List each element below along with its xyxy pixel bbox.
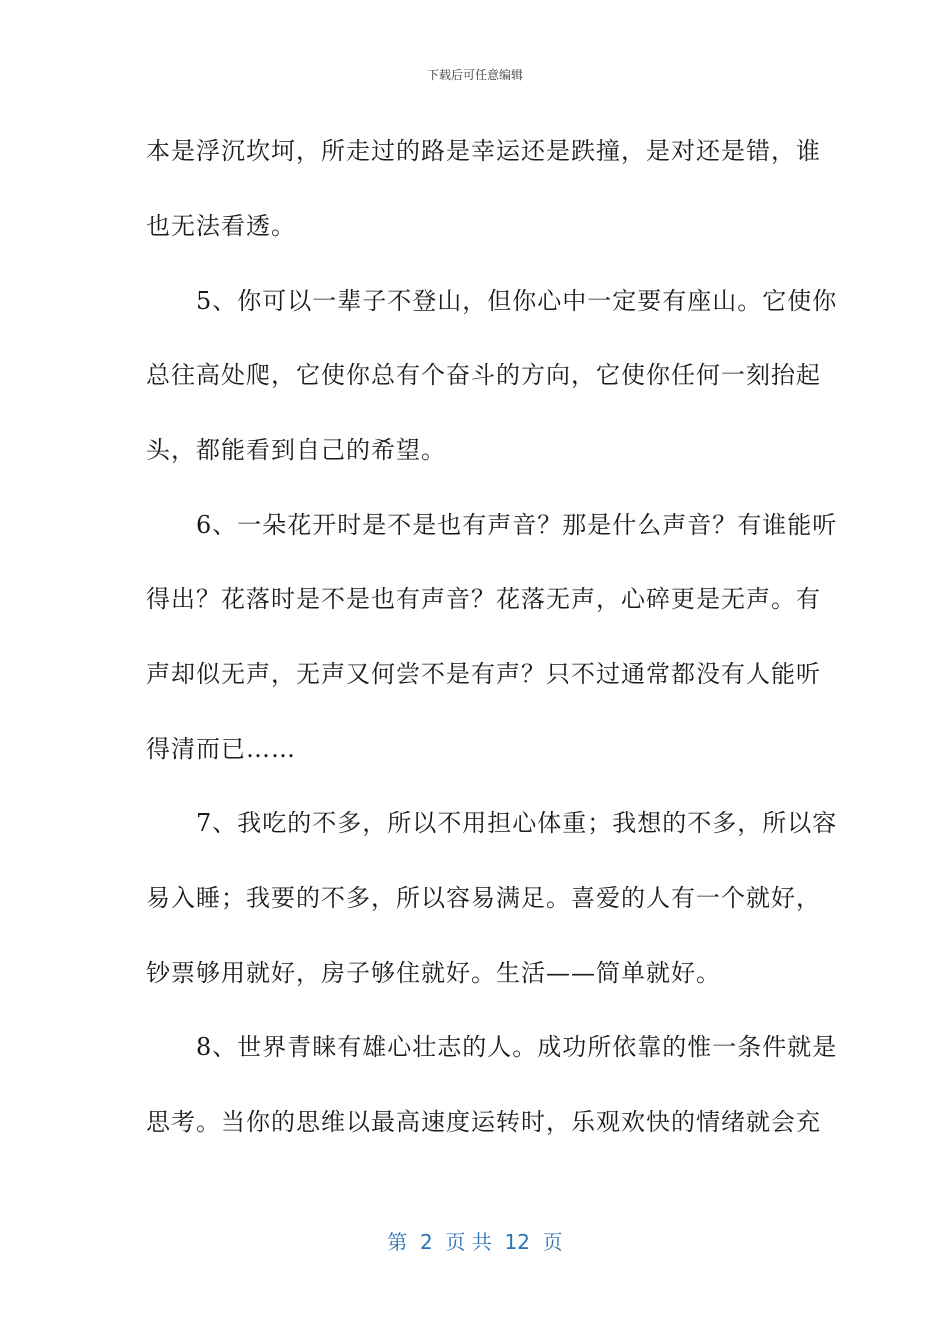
body-line: 得出？花落时是不是也有声音？花落无声，心碎更是无声。有: [146, 585, 821, 613]
page-footer: 第 2 页 共 12 页: [387, 1230, 563, 1254]
body-line: 易入睡；我要的不多，所以容易满足。喜爱的人有一个就好，: [146, 884, 821, 912]
body-line: 头，都能看到自己的希望。: [146, 436, 446, 464]
body-line: 也无法看透。: [146, 212, 296, 240]
body-line: 总往高处爬，它使你总有个奋斗的方向，它使你任何一刻抬起: [146, 361, 821, 389]
body-line: 5、你可以一辈子不登山，但你心中一定要有座山。它使你: [146, 287, 838, 315]
body-line: 得清而已……: [146, 735, 296, 763]
page-header: 下载后可任意编辑: [426, 68, 523, 82]
body-line: 8、世界青睐有雄心壮志的人。成功所依靠的惟一条件就是: [146, 1033, 838, 1061]
body-line: 本是浮沉坎坷，所走过的路是幸运还是跌撞，是对还是错，谁: [146, 137, 821, 165]
body-line: 声却似无声，无声又何尝不是有声？只不过通常都没有人能听: [146, 660, 821, 688]
body-line: 钞票够用就好，房子够住就好。生活——简单就好。: [146, 959, 721, 987]
body-line: 6、一朵花开时是不是也有声音？那是什么声音？有谁能听: [146, 511, 838, 539]
body-line: 7、我吃的不多，所以不用担心体重；我想的不多，所以容: [146, 809, 838, 837]
body-line: 思考。当你的思维以最高速度运转时，乐观欢快的情绪就会充: [146, 1108, 821, 1136]
